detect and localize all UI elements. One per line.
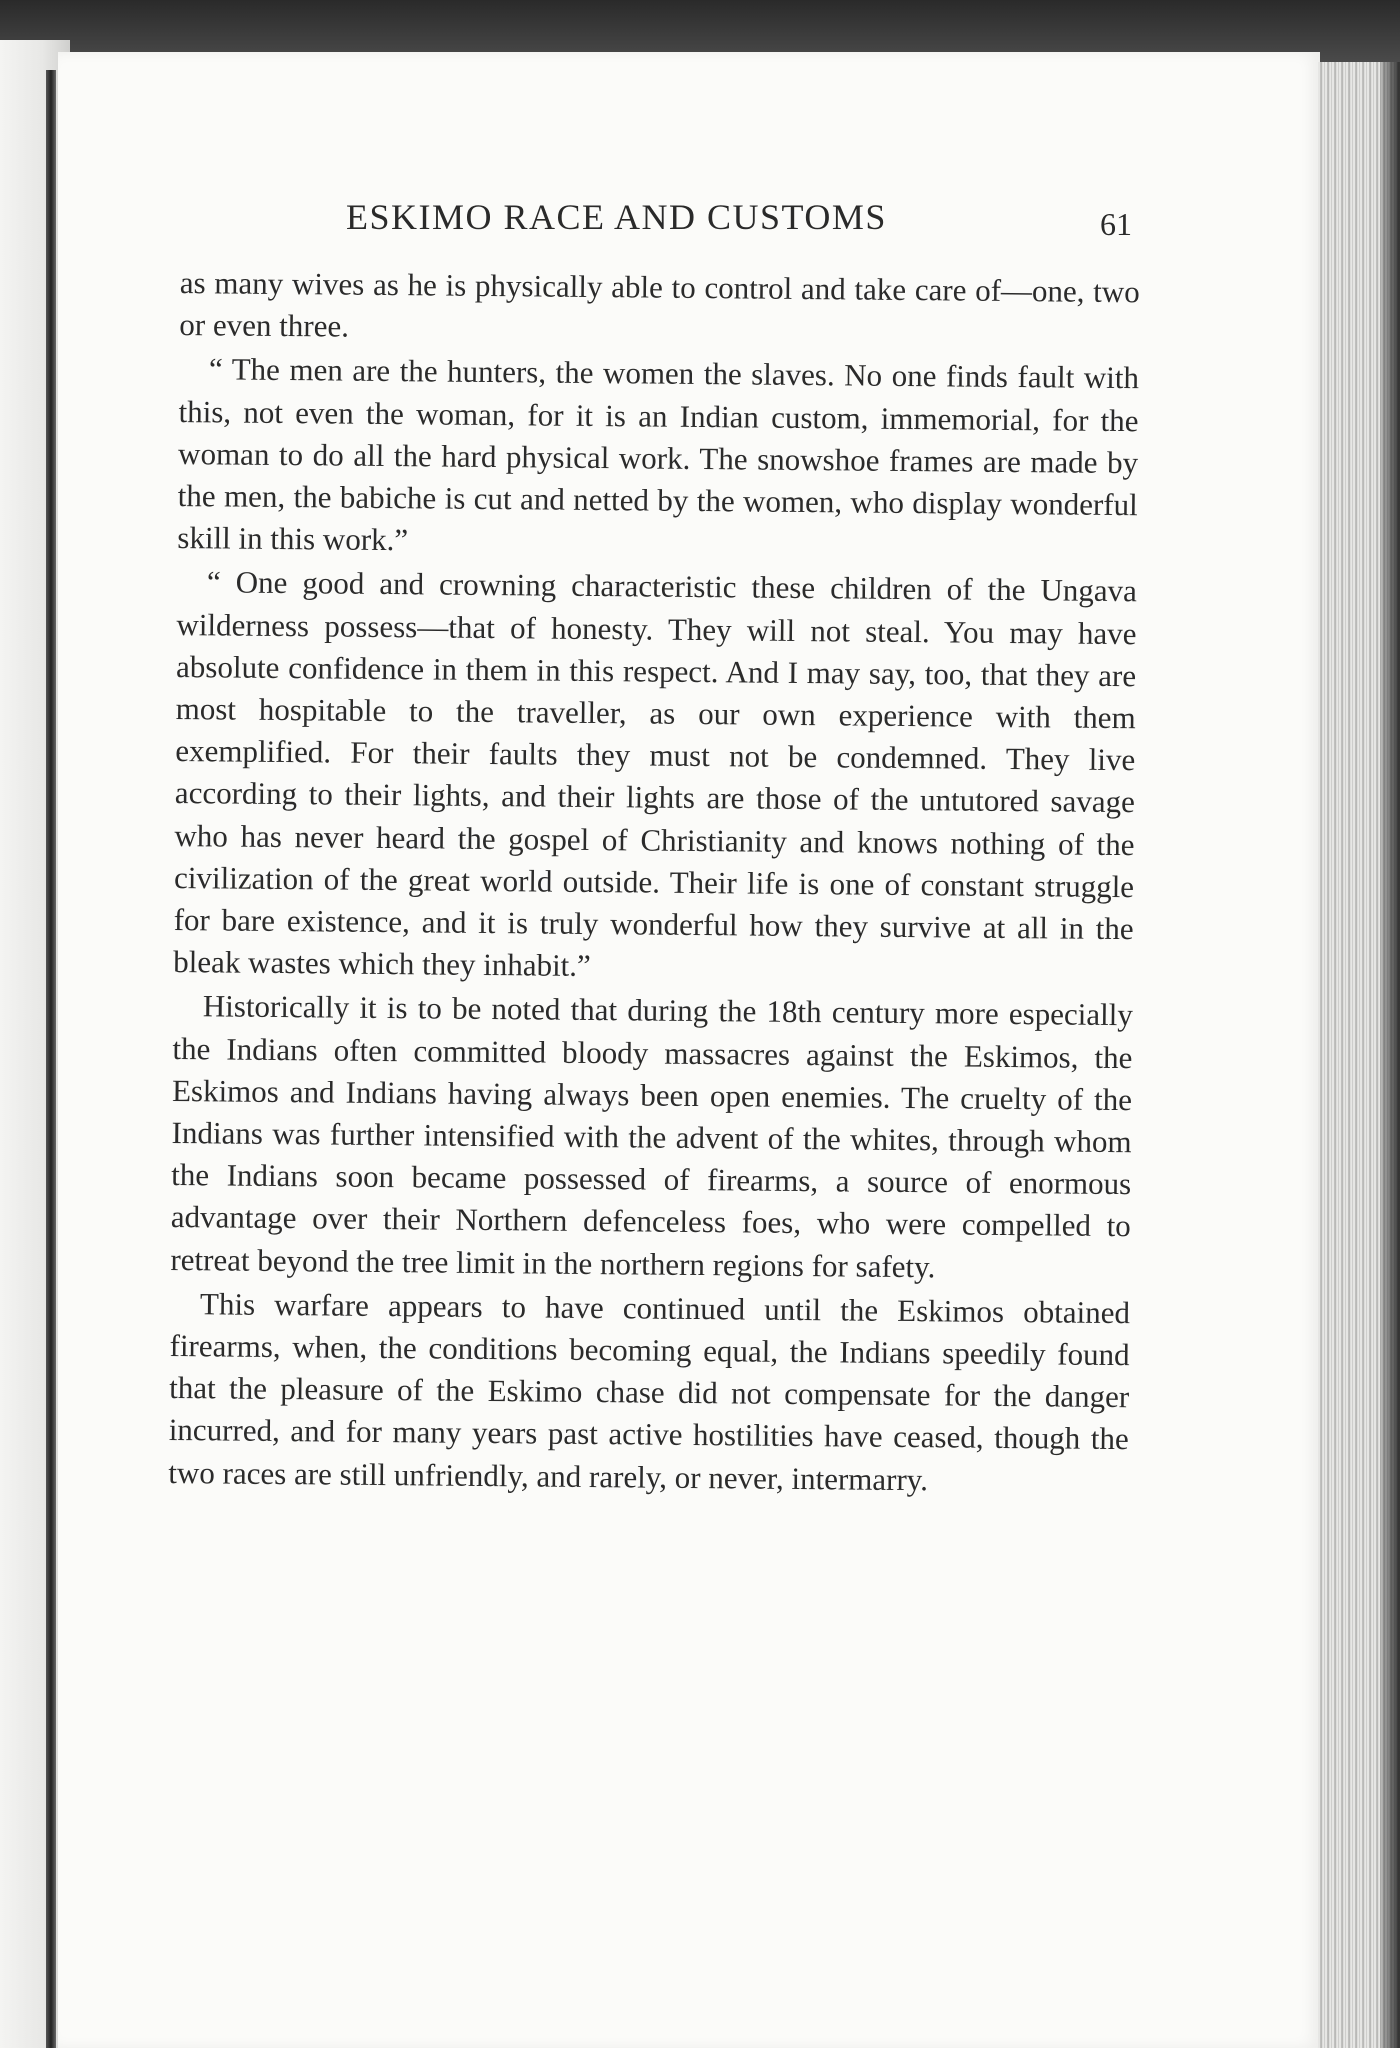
paragraph-5: This warfare appears to have continued until the Eskimos obtained firearms, when, the conditions becoming equal, the Indians speedily found that the pleasure of the Eskimo chase did not compensate for the danger incurred, and for many years past active hostilities have ceased, though the two races are still unfriendly, and rarely, or never, intermarry. [168, 1286, 1131, 1497]
paragraph-4: Historically it is to be noted that during the 18th century more especially the Indians often committed bloody massacres against the Eskimos, the Eskimos and Indians having always been open enemies. The cruelty of the Indians was further intensified with the advent of the whites, through whom the Indians soon became possessed of firearms, a source of enormous advantage over their Northern defenceless foes, who were compelled to retreat beyond the tree limit in the northern regions for safety. [170, 988, 1133, 1284]
book-gutter [46, 70, 56, 2048]
page-number: 61 [1100, 206, 1132, 242]
running-head: ESKIMO RACE AND CUSTOMS [346, 197, 887, 237]
paragraph-3: “ One good and crowning characteristic these children of the Ungava wilderness possess—that of honesty. They will not steal. You may have absolute confidence in them in this respect. And I may say, too, that they are most hospitable to the traveller, as our own experience with them exemplified. For their faults they must not be condemned. They live according to their lights, and their lights are those of the untutored savage who has never heard the gospel of Christianity and knows nothing of the civilization of the great world outside. Their life is one of constant struggle for bare existence, and it is truly wonderful how they survive at all in the bleak wastes which they inhabit.” [173, 564, 1138, 984]
paragraph-1: as many wives as he is physically able to control and take care of—one, two or even three. [179, 264, 1140, 344]
paragraph-2: “ The men are the hunters, the women the slaves. No one finds fault with this, not even the woman, for it is an Indian custom, immemorial, for the woman to do all the hard physical work. The snowshoe frames are made by the men, the babiche is cut and netted by the women, who display wonderful skill in this work.” [177, 351, 1140, 558]
page-stack-shadow [1380, 62, 1400, 2048]
body-text [168, 262, 1140, 1503]
